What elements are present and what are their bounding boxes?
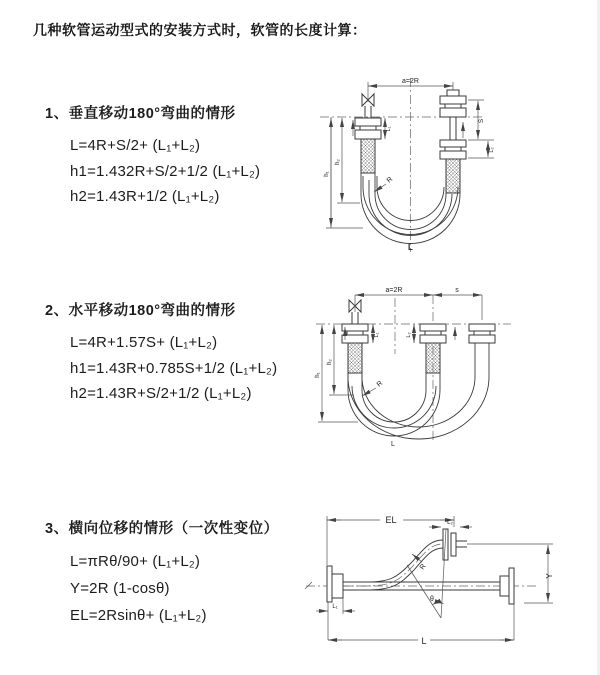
construction-lines xyxy=(407,529,446,618)
dimension-labels xyxy=(324,78,495,252)
radius-label: R xyxy=(375,379,385,389)
dim-label-l1: L₁ xyxy=(332,604,338,610)
angle-label: θ xyxy=(430,596,434,603)
section-lateral-displacement xyxy=(45,519,279,629)
diagram-vertical-movement xyxy=(306,72,596,257)
dim-label-s: S xyxy=(478,118,485,124)
left-end-fitting xyxy=(355,118,381,173)
dimension-lines xyxy=(316,516,553,640)
section-vertical-movement xyxy=(45,104,260,210)
radius-label: R xyxy=(385,175,395,185)
formula-line: h1=1.43R+0.785S+1/2 (L₁+L₂) xyxy=(70,359,278,377)
left-end-flange xyxy=(327,566,343,602)
dim-label-h1: h₁ xyxy=(315,372,321,378)
formula-line: h2=1.43R+S/2+1/2 (L₁+L₂) xyxy=(70,385,252,402)
dimension-lines xyxy=(318,295,482,422)
page-title: 几种软管运动型式的安装方式时，软管的长度计算： xyxy=(33,22,367,38)
section-2-heading: 2、水平移动180°弯曲的情形 xyxy=(45,303,236,319)
middle-end-fitting xyxy=(420,324,446,373)
diagram-1-svg xyxy=(306,72,596,257)
dim-label-l: L xyxy=(408,243,413,252)
section-2-formulas xyxy=(70,330,277,407)
dim-label-l: L xyxy=(421,636,427,646)
dim-label-h2: h₂ xyxy=(335,159,341,165)
right-end-fitting xyxy=(440,90,466,193)
dim-label-l2: L₂ xyxy=(489,147,495,153)
dim-label-s: s xyxy=(455,287,459,294)
dim-label-l: L xyxy=(391,441,395,448)
diagram-2-svg xyxy=(306,282,596,457)
dim-label-y: Y xyxy=(545,573,554,579)
diagram-3-svg xyxy=(296,498,596,653)
dim-label-a2r: a=2R xyxy=(402,78,419,85)
dimension-lines xyxy=(326,82,494,228)
phantom-right-flange xyxy=(500,568,514,604)
formula-line: h1=1.432R+S/2+1/2 (L₁+L₂) xyxy=(70,162,261,180)
left-end-fitting xyxy=(342,324,368,373)
formula-line: Y=2R (1-cosθ) xyxy=(70,580,170,597)
section-1-formulas xyxy=(70,133,260,210)
diagram-lateral-displacement xyxy=(296,498,596,653)
upper-right-flange xyxy=(443,529,467,560)
section-3-formulas xyxy=(70,548,279,629)
formula-line: EL=2Rsinθ+ (L₁+L₂) xyxy=(70,607,207,624)
dim-label-h2: h₂ xyxy=(327,359,333,365)
section-3-heading: 3、横向位移的情形（一次性变位） xyxy=(45,521,279,537)
dim-label-l2: L₂ xyxy=(447,520,453,526)
formula-line: L=4R+S/2+ (L₁+L₂) xyxy=(70,137,201,154)
dim-label-l2: L₂ xyxy=(406,332,412,338)
formula-line: L=πRθ/90+ (L₁+L₂) xyxy=(70,553,201,570)
formula-line: h2=1.43R+1/2 (L₁+L₂) xyxy=(70,188,220,205)
hose-curves xyxy=(348,343,489,439)
section-horizontal-movement xyxy=(45,301,277,407)
dim-label-a2r: a=2R xyxy=(385,287,403,294)
radius-label: R xyxy=(418,562,428,572)
dim-label-h1: h₁ xyxy=(324,171,330,177)
dim-label-l1: L₁ xyxy=(386,126,392,132)
diagram-horizontal-movement xyxy=(306,282,596,457)
formula-line: L=4R+1.57S+ (L₁+L₂) xyxy=(70,334,218,351)
dim-label-l1: L₁ xyxy=(374,332,380,338)
right-end-fitting xyxy=(469,324,495,343)
section-1-heading: 1、垂直移动180°弯曲的情形 xyxy=(45,106,236,122)
dim-label-el: EL xyxy=(385,515,397,525)
